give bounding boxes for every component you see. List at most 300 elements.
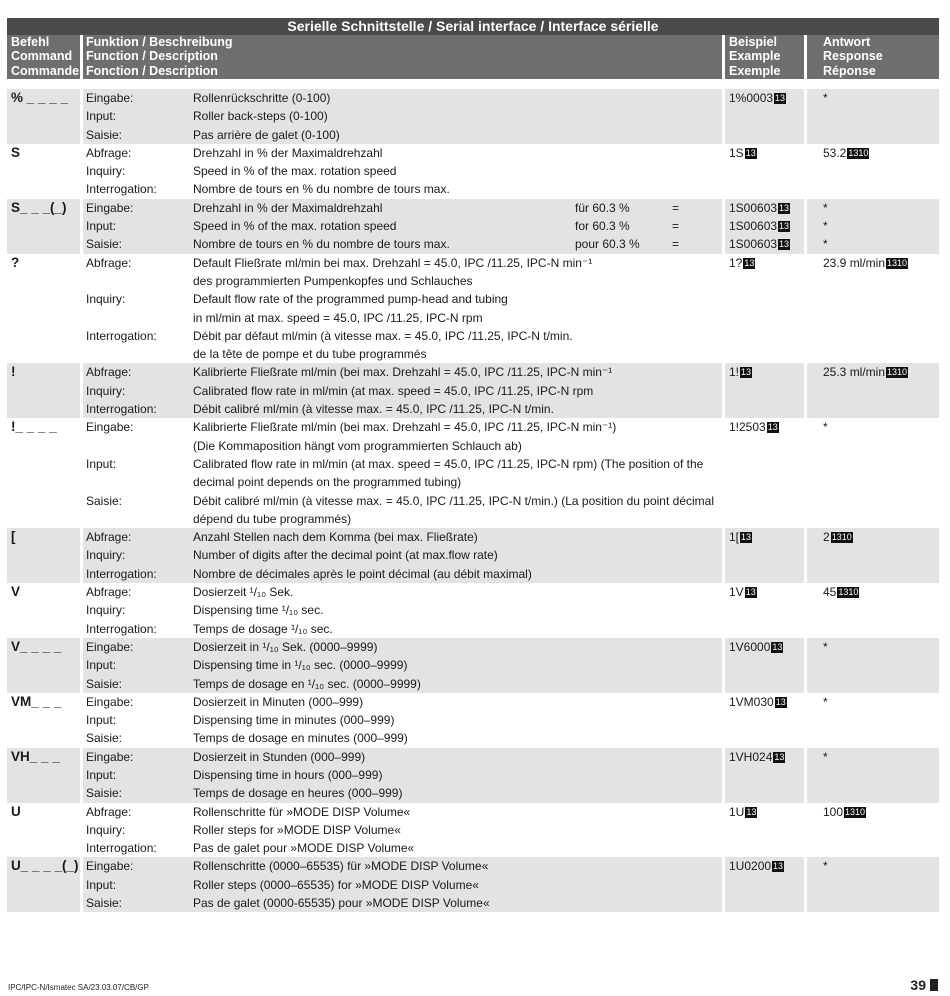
line-label: Saisie: bbox=[86, 676, 123, 691]
response-cell bbox=[807, 583, 939, 638]
line-text: Temps de dosage ¹/₁₀ sec. bbox=[193, 621, 333, 636]
table-title: Serielle Schnittstelle / Serial interface / Interface sérielle bbox=[7, 18, 939, 35]
response-cell bbox=[807, 748, 939, 803]
example-line bbox=[729, 528, 804, 546]
example-cell bbox=[725, 803, 804, 858]
command-text: S_ _ _(_) bbox=[11, 199, 67, 215]
line-text: des programmierten Pumpenkopfes und Schlauches bbox=[193, 273, 473, 288]
command-text: S bbox=[11, 144, 21, 160]
carriage-return-code: 13 bbox=[773, 861, 784, 872]
line-label: Interrogation: bbox=[86, 621, 157, 636]
example-text: 1S00603 bbox=[729, 237, 778, 252]
example-line bbox=[729, 363, 804, 381]
serial-interface-table bbox=[7, 18, 939, 912]
line-label: Saisie: bbox=[86, 731, 123, 746]
response-text: * bbox=[823, 237, 828, 252]
description-line bbox=[86, 675, 722, 693]
line-text: Roller back-steps (0-100) bbox=[193, 109, 328, 124]
response-cell bbox=[807, 144, 939, 199]
example-text: 1S00603 bbox=[729, 200, 778, 215]
example-text: 1? bbox=[729, 255, 743, 270]
line-text: Rollenschritte (0000–65535) für »MODE DISP Volume« bbox=[193, 859, 489, 874]
line-label: Inquiry: bbox=[86, 292, 126, 307]
command-text: U bbox=[11, 803, 21, 819]
line-label: Abfrage: bbox=[86, 255, 132, 270]
description-line bbox=[86, 583, 722, 601]
example-line bbox=[729, 217, 804, 235]
description-line bbox=[86, 748, 722, 766]
description-line bbox=[86, 894, 722, 912]
line-text: Débit calibré ml/min (à vitesse max. = 45.0, IPC /11.25, IPC-N t/min. bbox=[193, 402, 554, 417]
description-cell bbox=[83, 144, 722, 199]
line-label: Saisie: bbox=[86, 237, 123, 252]
description-line bbox=[86, 766, 722, 784]
description-line bbox=[86, 107, 722, 125]
example-text: 1[ bbox=[729, 530, 740, 545]
line-text: Temps de dosage en heures (000–999) bbox=[193, 786, 403, 801]
line-label: Abfrage: bbox=[86, 585, 132, 600]
page-marker-icon bbox=[930, 979, 938, 991]
example-line bbox=[729, 199, 804, 217]
description-cell bbox=[83, 199, 722, 254]
response-line bbox=[823, 528, 939, 546]
command-text: U_ _ _ _(_) bbox=[11, 858, 79, 874]
description-line bbox=[86, 162, 722, 180]
example-cell bbox=[725, 638, 804, 693]
description-cell bbox=[83, 748, 722, 803]
description-line bbox=[86, 656, 722, 674]
line-label bbox=[86, 473, 193, 491]
line-note: for 60.3 % bbox=[575, 219, 630, 234]
description-line bbox=[86, 180, 722, 198]
line-label: Input: bbox=[86, 767, 117, 782]
description-cell bbox=[83, 418, 722, 528]
description-line bbox=[86, 455, 722, 473]
command-text: [ bbox=[11, 529, 16, 545]
response-line bbox=[823, 693, 939, 711]
example-text: 1S bbox=[729, 145, 744, 160]
table-row bbox=[7, 583, 939, 638]
response-cell bbox=[807, 89, 939, 144]
example-line bbox=[729, 748, 804, 766]
carriage-return-code: 13 bbox=[767, 422, 778, 433]
response-text: * bbox=[823, 694, 828, 709]
line-text: Temps de dosage en ¹/₁₀ sec. (0000–9999) bbox=[193, 676, 421, 691]
line-text: Default Fließrate ml/min bei max. Drehzahl = 45.0, IPC /11.25, IPC-N min⁻¹ bbox=[193, 255, 593, 270]
command-cell bbox=[7, 199, 80, 254]
table-header bbox=[7, 35, 939, 79]
description-cell bbox=[83, 693, 722, 748]
line-label: Eingabe: bbox=[86, 639, 134, 654]
line-label bbox=[86, 510, 193, 528]
description-line bbox=[86, 784, 722, 802]
description-cell bbox=[83, 857, 722, 912]
example-line bbox=[729, 235, 804, 253]
line-text: Pas arrière de galet (0-100) bbox=[193, 127, 340, 142]
line-equals: = bbox=[672, 200, 680, 215]
line-text: in ml/min at max. speed = 45.0, IPC /11.25, IPC-N rpm bbox=[193, 310, 483, 325]
command-text: V bbox=[11, 584, 21, 600]
example-line bbox=[729, 254, 804, 272]
carriage-return-code: 13 bbox=[744, 257, 755, 268]
line-label: Interrogation: bbox=[86, 402, 157, 417]
line-label: Interrogation: bbox=[86, 328, 157, 343]
line-label: Eingabe: bbox=[86, 694, 134, 709]
response-text: * bbox=[823, 859, 828, 874]
carriage-return-code: 1310 bbox=[887, 367, 908, 378]
table-row bbox=[7, 857, 939, 912]
description-line bbox=[86, 510, 722, 528]
line-label bbox=[86, 345, 193, 363]
table-row bbox=[7, 199, 939, 254]
description-line bbox=[86, 272, 722, 290]
description-line bbox=[86, 821, 722, 839]
line-text: Pas de galet pour »MODE DISP Volume« bbox=[193, 841, 415, 856]
line-equals: = bbox=[672, 237, 680, 252]
line-label: Interrogation: bbox=[86, 566, 157, 581]
example-cell bbox=[725, 857, 804, 912]
response-line bbox=[823, 638, 939, 656]
line-label: Saisie: bbox=[86, 896, 123, 911]
line-text: Number of digits after the decimal point (at max.flow rate) bbox=[193, 548, 498, 563]
line-text: Default flow rate of the programmed pump-head and tubing bbox=[193, 292, 508, 307]
page-number bbox=[910, 977, 938, 993]
line-label: Saisie: bbox=[86, 493, 123, 508]
footer-reference: IPC/IPC-N/Ismatec SA/23.03.07/CB/GP bbox=[8, 983, 149, 992]
description-cell bbox=[83, 254, 722, 364]
example-line bbox=[729, 693, 804, 711]
description-line bbox=[86, 620, 722, 638]
carriage-return-code: 13 bbox=[779, 202, 790, 213]
line-label: Inquiry: bbox=[86, 603, 126, 618]
line-label: Inquiry: bbox=[86, 822, 126, 837]
line-text: Pas de galet (0000-65535) pour »MODE DISP Volume« bbox=[193, 896, 490, 911]
description-line bbox=[86, 400, 722, 418]
line-text: Dosierzeit in ¹/₁₀ Sek. (0000–9999) bbox=[193, 639, 378, 654]
line-text: Nombre de décimales après le point décimal (au débit maximal) bbox=[193, 566, 532, 581]
carriage-return-code: 1310 bbox=[848, 147, 869, 158]
line-label bbox=[86, 309, 193, 327]
line-text: Dosierzeit in Minuten (000–999) bbox=[193, 694, 364, 709]
line-label: Abfrage: bbox=[86, 530, 132, 545]
table-row bbox=[7, 528, 939, 583]
response-line bbox=[823, 254, 939, 272]
example-text: 1VM030 bbox=[729, 694, 774, 709]
line-text: decimal point depends on the programmed tubing) bbox=[193, 475, 462, 490]
line-text: Temps de dosage en minutes (000–999) bbox=[193, 731, 408, 746]
description-line bbox=[86, 254, 722, 272]
command-cell bbox=[7, 363, 80, 418]
line-note: für 60.3 % bbox=[575, 200, 630, 215]
example-text: 1U0200 bbox=[729, 859, 772, 874]
response-text: 25.3 ml/min bbox=[823, 365, 886, 380]
line-text: Dispensing time in hours (000–999) bbox=[193, 767, 383, 782]
line-label: Interrogation: bbox=[86, 182, 157, 197]
line-label: Eingabe: bbox=[86, 420, 134, 435]
description-cell bbox=[83, 528, 722, 583]
carriage-return-code: 13 bbox=[779, 221, 790, 232]
example-text: 1U bbox=[729, 804, 745, 819]
line-text: Roller steps (0000–65535) for »MODE DISP Volume« bbox=[193, 877, 479, 892]
response-cell bbox=[807, 803, 939, 858]
table-row bbox=[7, 418, 939, 528]
line-label: Input: bbox=[86, 109, 117, 124]
carriage-return-code: 13 bbox=[746, 806, 757, 817]
line-label: Eingabe: bbox=[86, 749, 134, 764]
carriage-return-code: 13 bbox=[741, 367, 752, 378]
page-number-text: 39 bbox=[910, 977, 926, 993]
example-line bbox=[729, 638, 804, 656]
response-cell bbox=[807, 199, 939, 254]
response-cell bbox=[807, 638, 939, 693]
line-label: Input: bbox=[86, 713, 117, 728]
line-text: dépend du tube programmés) bbox=[193, 511, 352, 526]
response-text: 2 bbox=[823, 530, 830, 545]
table-body bbox=[7, 89, 939, 912]
line-label: Inquiry: bbox=[86, 164, 126, 179]
carriage-return-code: 1310 bbox=[838, 587, 859, 598]
carriage-return-code: 13 bbox=[775, 93, 786, 103]
line-label: Input: bbox=[86, 658, 117, 673]
description-line bbox=[86, 729, 722, 747]
description-line bbox=[86, 638, 722, 656]
response-line bbox=[823, 857, 939, 875]
description-line bbox=[86, 711, 722, 729]
command-cell bbox=[7, 748, 80, 803]
line-text: Calibrated flow rate in ml/min (at max. speed = 45.0, IPC /11.25, IPC-N rpm) (The position of the bbox=[193, 456, 704, 471]
line-text: Dispensing time in minutes (000–999) bbox=[193, 713, 395, 728]
line-equals: = bbox=[672, 219, 680, 234]
example-line bbox=[729, 144, 804, 162]
line-label: Abfrage: bbox=[86, 145, 132, 160]
description-line bbox=[86, 546, 722, 564]
carriage-return-code: 13 bbox=[745, 587, 756, 598]
example-text: 1%0003 bbox=[729, 91, 774, 105]
line-text: Roller steps for »MODE DISP Volume« bbox=[193, 822, 401, 837]
description-line bbox=[86, 217, 722, 235]
response-cell bbox=[807, 363, 939, 418]
description-line bbox=[86, 327, 722, 345]
line-text: Anzahl Stellen nach dem Komma (bei max. Fließrate) bbox=[193, 530, 478, 545]
response-line bbox=[823, 217, 939, 235]
carriage-return-code: 13 bbox=[772, 641, 783, 652]
carriage-return-code: 1310 bbox=[887, 257, 908, 268]
example-text: 1VH024 bbox=[729, 749, 773, 764]
command-text: VH_ _ _ bbox=[11, 748, 60, 764]
description-cell bbox=[83, 803, 722, 858]
line-label: Abfrage: bbox=[86, 365, 132, 380]
example-line bbox=[729, 89, 804, 107]
description-line bbox=[86, 382, 722, 400]
description-line bbox=[86, 89, 722, 107]
line-text: Kalibrierte Fließrate ml/min (bei max. Drehzahl = 45.0, IPC /11.25, IPC-N min⁻¹ bbox=[193, 365, 613, 380]
response-line bbox=[823, 748, 939, 766]
response-text: * bbox=[823, 219, 828, 234]
response-text: * bbox=[823, 749, 828, 764]
description-line bbox=[86, 363, 722, 381]
response-line bbox=[823, 89, 939, 107]
header-example: Beispiel Example Exemple bbox=[725, 35, 804, 79]
response-text: * bbox=[823, 639, 828, 654]
example-text: 1V6000 bbox=[729, 639, 771, 654]
line-text: Speed in % of the max. rotation speed bbox=[193, 164, 397, 179]
example-cell bbox=[725, 199, 804, 254]
command-cell bbox=[7, 144, 80, 199]
description-cell bbox=[83, 363, 722, 418]
response-text: 45 bbox=[823, 585, 837, 600]
table-row bbox=[7, 363, 939, 418]
description-line bbox=[86, 839, 722, 857]
line-label bbox=[86, 437, 193, 455]
line-text: (Die Kommaposition hängt vom programmierten Schlauch ab) bbox=[193, 438, 522, 453]
example-cell bbox=[725, 583, 804, 638]
example-cell bbox=[725, 418, 804, 528]
carriage-return-code: 13 bbox=[741, 532, 752, 543]
table-row bbox=[7, 693, 939, 748]
line-text: Speed in % of the max. rotation speed bbox=[193, 219, 397, 234]
line-text: Drehzahl in % der Maximaldrehzahl bbox=[193, 200, 383, 215]
response-cell bbox=[807, 418, 939, 528]
response-cell bbox=[807, 528, 939, 583]
line-label: Inquiry: bbox=[86, 383, 126, 398]
command-cell bbox=[7, 418, 80, 528]
example-line bbox=[729, 418, 804, 436]
command-text: !_ _ _ _ bbox=[11, 419, 57, 435]
description-line bbox=[86, 345, 722, 363]
table-row bbox=[7, 803, 939, 858]
command-cell bbox=[7, 638, 80, 693]
response-text: * bbox=[823, 420, 828, 435]
carriage-return-code: 13 bbox=[775, 696, 786, 707]
command-text: V_ _ _ _ bbox=[11, 638, 62, 654]
description-line bbox=[86, 144, 722, 162]
line-label: Input: bbox=[86, 219, 117, 234]
response-line bbox=[823, 418, 939, 436]
description-line bbox=[86, 528, 722, 546]
carriage-return-code: 13 bbox=[774, 751, 785, 762]
command-cell bbox=[7, 803, 80, 858]
example-cell bbox=[725, 748, 804, 803]
line-text: Dispensing time ¹/₁₀ sec. bbox=[193, 603, 324, 618]
description-cell bbox=[83, 583, 722, 638]
line-text: Kalibrierte Fließrate ml/min (bei max. Drehzahl = 45.0, IPC /11.25, IPC-N min⁻¹) bbox=[193, 420, 617, 435]
carriage-return-code: 1310 bbox=[845, 806, 866, 817]
response-line bbox=[823, 144, 939, 162]
command-text: VM_ _ _ bbox=[11, 693, 62, 709]
description-line bbox=[86, 437, 722, 455]
command-cell bbox=[7, 254, 80, 364]
example-cell bbox=[725, 144, 804, 199]
description-line bbox=[86, 126, 722, 144]
description-line bbox=[86, 857, 722, 875]
table-row bbox=[7, 89, 939, 144]
command-cell bbox=[7, 583, 80, 638]
example-cell bbox=[725, 693, 804, 748]
line-text: Rollenrückschritte (0-100) bbox=[193, 91, 331, 105]
line-label: Abfrage: bbox=[86, 804, 132, 819]
command-text: ! bbox=[11, 364, 16, 380]
description-line bbox=[86, 876, 722, 894]
description-line bbox=[86, 199, 722, 217]
example-cell bbox=[725, 254, 804, 364]
line-label: Input: bbox=[86, 456, 117, 471]
line-text: Nombre de tours en % du nombre de tours max. bbox=[193, 237, 450, 252]
example-text: 1! bbox=[729, 365, 740, 380]
line-label: Eingabe: bbox=[86, 200, 134, 215]
line-text: Rollenschritte für »MODE DISP Volume« bbox=[193, 804, 411, 819]
example-cell bbox=[725, 89, 804, 144]
table-row bbox=[7, 254, 939, 364]
description-line bbox=[86, 693, 722, 711]
example-cell bbox=[725, 528, 804, 583]
response-line bbox=[823, 583, 939, 601]
carriage-return-code: 1310 bbox=[831, 532, 852, 543]
header-command: Befehl Command Commande bbox=[7, 35, 80, 79]
description-line bbox=[86, 492, 722, 510]
line-text: Débit par défaut ml/min (à vitesse max. = 45.0, IPC /11.25, IPC-N t/min. bbox=[193, 328, 573, 343]
line-label: Saisie: bbox=[86, 127, 123, 142]
description-cell bbox=[83, 89, 722, 144]
line-text: Nombre de tours en % du nombre de tours max. bbox=[193, 182, 450, 197]
response-text: * bbox=[823, 200, 828, 215]
table-row bbox=[7, 748, 939, 803]
example-line bbox=[729, 583, 804, 601]
command-text: % _ _ _ _ bbox=[11, 90, 69, 105]
command-cell bbox=[7, 693, 80, 748]
line-label bbox=[86, 272, 193, 290]
line-text: Dosierzeit ¹/₁₀ Sek. bbox=[193, 585, 294, 600]
command-text: ? bbox=[11, 254, 20, 270]
response-text: 23.9 ml/min bbox=[823, 255, 886, 270]
description-line bbox=[86, 290, 722, 308]
response-line bbox=[823, 803, 939, 821]
command-cell bbox=[7, 89, 80, 144]
table-row bbox=[7, 144, 939, 199]
description-line bbox=[86, 565, 722, 583]
example-text: 1!2503 bbox=[729, 420, 766, 435]
description-line bbox=[86, 235, 722, 253]
example-text: 1V bbox=[729, 585, 744, 600]
response-cell bbox=[807, 254, 939, 364]
table-row bbox=[7, 638, 939, 693]
line-label: Inquiry: bbox=[86, 548, 126, 563]
description-cell bbox=[83, 638, 722, 693]
description-line bbox=[86, 803, 722, 821]
line-text: Calibrated flow rate in ml/min (at max. speed = 45.0, IPC /11.25, IPC-N rpm bbox=[193, 383, 594, 398]
carriage-return-code: 13 bbox=[779, 239, 790, 250]
response-cell bbox=[807, 693, 939, 748]
line-label: Eingabe: bbox=[86, 91, 134, 105]
response-text: * bbox=[823, 91, 828, 105]
response-cell bbox=[807, 857, 939, 912]
command-cell bbox=[7, 857, 80, 912]
line-label: Interrogation: bbox=[86, 841, 157, 856]
example-cell bbox=[725, 363, 804, 418]
response-text: 53.2 bbox=[823, 145, 847, 160]
line-label: Saisie: bbox=[86, 786, 123, 801]
response-line bbox=[823, 199, 939, 217]
description-line bbox=[86, 601, 722, 619]
example-text: 1S00603 bbox=[729, 219, 778, 234]
header-response: Antwort Response Réponse bbox=[807, 35, 939, 79]
description-line bbox=[86, 418, 722, 436]
line-label: Eingabe: bbox=[86, 859, 134, 874]
example-line bbox=[729, 803, 804, 821]
line-note: pour 60.3 % bbox=[575, 237, 640, 252]
line-text: Drehzahl in % der Maximaldrehzahl bbox=[193, 145, 383, 160]
command-cell bbox=[7, 528, 80, 583]
line-text: Dosierzeit in Stunden (000–999) bbox=[193, 749, 366, 764]
